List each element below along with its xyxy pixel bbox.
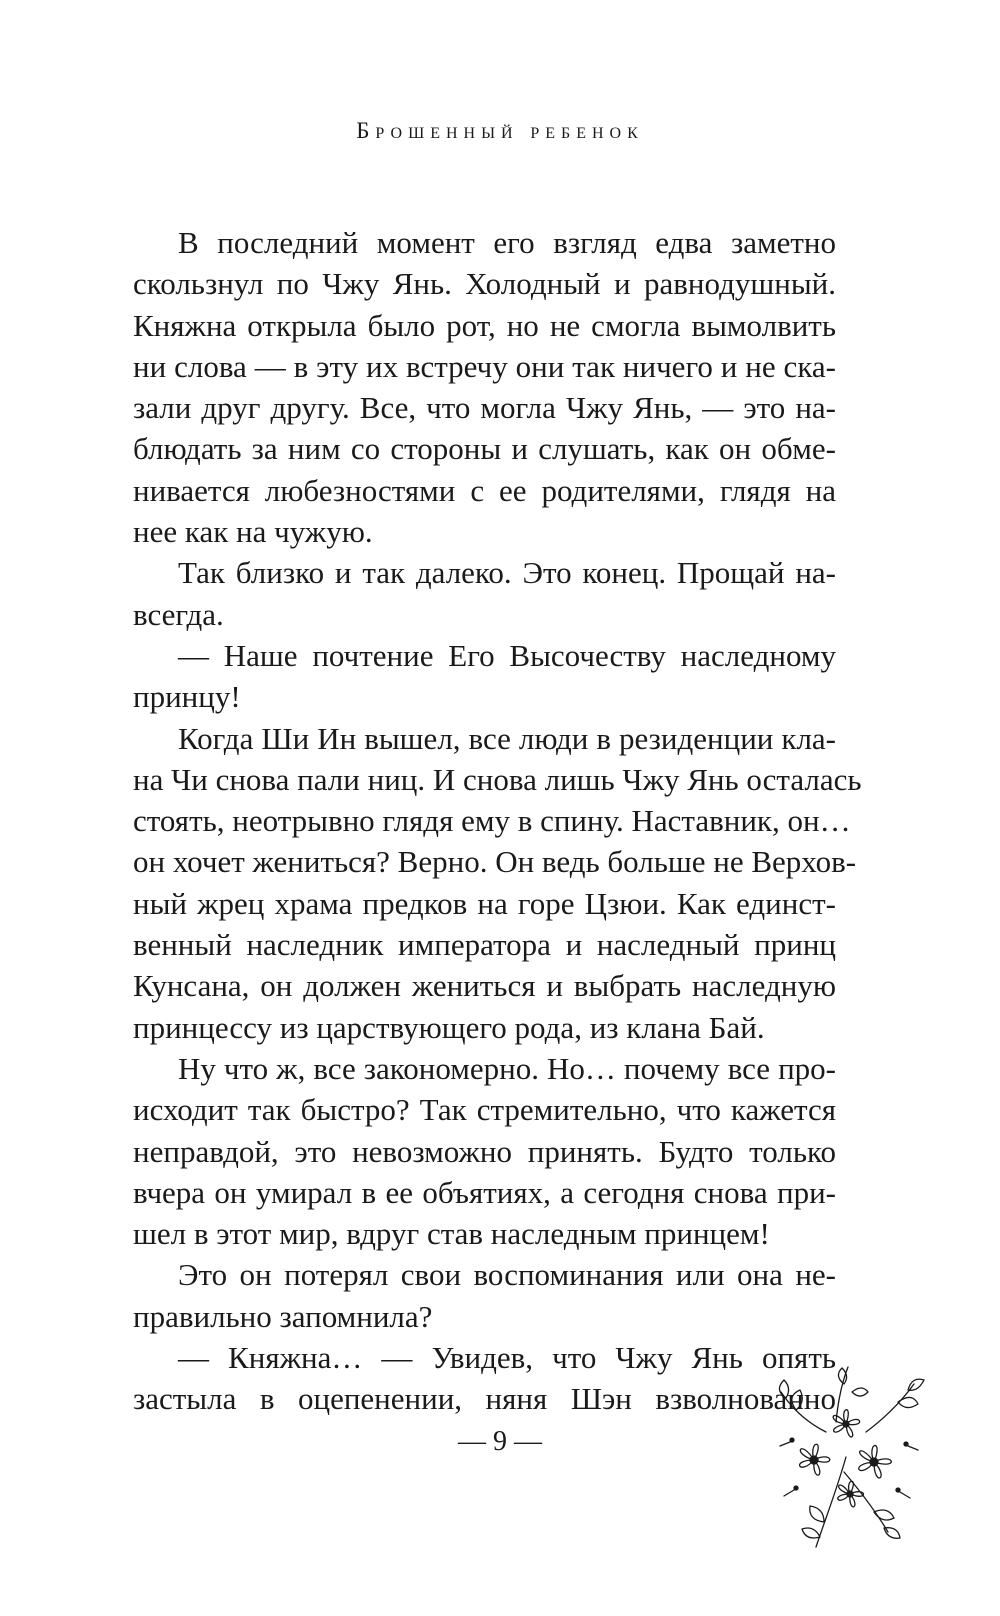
text-line: Так близко и так далеко. Это конец. Прощай на-: [178, 555, 836, 591]
text-line: ный жрец храма предков на горе Цзюи. Как единст-: [133, 885, 836, 921]
text-line: шел в этот мир, вдруг став наследным принцем!: [133, 1216, 770, 1252]
text-line: зали друг другу. Все, что могла Чжу Янь, — это на-: [133, 390, 836, 426]
text-line: Княжна открыла было рот, но не смогла вымолвить: [133, 307, 836, 343]
text-line: правильно запомнила?: [133, 1298, 433, 1334]
text-line: Это он потерял свои воспоминания или она не-: [178, 1257, 836, 1293]
text-line: В последний момент его взгляд едва заметно: [178, 225, 836, 260]
text-line: застыла в оцепенении, няня Шэн взволнованно: [133, 1381, 836, 1417]
text-line: нее как на чужую.: [133, 514, 373, 550]
text-line: блюдать за ним со стороны и слушать, как он обме-: [133, 431, 836, 467]
body-text: [133, 222, 862, 1420]
text-line: всегда.: [133, 596, 224, 632]
running-head: Брошенный ребенок: [356, 118, 644, 143]
text-line: ни слова — в эту их встречу они так ничего и не ска-: [133, 348, 836, 384]
text-line: стоять, неотрывно глядя ему в спину. Наставник, он…: [133, 803, 851, 839]
text-line: принцессу из царствующего рода, из клана Бай.: [133, 1009, 765, 1045]
text-line: он хочет жениться? Верно. Он ведь больше не Верхов-: [133, 844, 857, 880]
floral-ornament-icon: [766, 1362, 926, 1552]
text-line: исходит так быстро? Так стремительно, что кажется: [133, 1092, 836, 1128]
text-line: Когда Ши Ин вышел, все люди в резиденции кла-: [178, 720, 836, 756]
text-line: — Наше почтение Его Высочеству наследному: [178, 637, 836, 673]
text-line: Кунсана, он должен жениться и выбрать наследную: [133, 968, 836, 1004]
text-line: принцу!: [133, 679, 241, 715]
text-line: скользнул по Чжу Янь. Холодный и равнодушный.: [133, 266, 836, 302]
page-number: — 9 —: [458, 1426, 542, 1457]
text-line: Ну что ж, все закономерно. Но… почему все про-: [178, 1050, 836, 1086]
text-line: — Княжна… — Увидев, что Чжу Янь опять: [178, 1340, 836, 1376]
text-line: на Чи снова пали ниц. И снова лишь Чжу Янь осталась: [133, 761, 862, 797]
text-line: нивается любезностями с ее родителями, глядя на: [133, 472, 836, 508]
text-line: вчера он умирал в ее объятиях, а сегодня снова при-: [133, 1174, 836, 1210]
text-line: неправдой, это невозможно принять. Будто только: [133, 1133, 836, 1169]
text-line: венный наследник императора и наследный принц: [133, 927, 836, 963]
